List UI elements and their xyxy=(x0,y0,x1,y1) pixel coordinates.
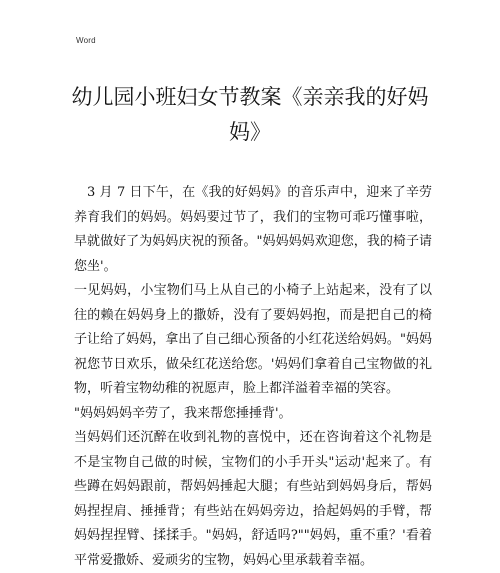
document-title xyxy=(60,80,440,150)
paragraph-4: 当妈妈们还沉醉在收到礼物的喜悦中，还在咨询着这个礼物是不是宝物自己做的时候，宝物们的小手开头"运动'起来了。有些蹲在妈妈跟前，帮妈妈捶起大腿；有些站到妈妈身后，帮妈妈捏捏肩、捶捶背；有些站在妈妈旁边，拾起妈妈的手臂，帮妈妈捏捏臂、揉揉手。"妈妈，舒适吗?""妈妈，重不重？'看着平常爱撒娇、爱顽劣的宝物，妈妈心里承载着幸福。 xyxy=(74,430,432,568)
paragraph-3: "妈妈妈妈辛劳了，我来帮您捶捶背'。 xyxy=(74,405,292,421)
paragraph-2: 一见妈妈，小宝物们马上从自己的小椅子上站起来，没有了以往的赖在妈妈身上的撒娇，没有了要妈妈抱，而是把自己的椅子让给了妈妈，拿出了自己细心预备的小红花送给妈妈。"妈妈祝您节日欢乐，做朵红花送给您。'妈妈们拿着自己宝物做的礼物，听着宝物幼稚的祝愿声，脸上都洋溢着幸福的笑容。 xyxy=(74,283,432,396)
title-line-1: 幼儿园小班妇女节教案《亲亲我的好妈 xyxy=(71,85,429,109)
document-body xyxy=(74,181,432,573)
paragraph-1: 3 月 7 日下午，在《我的好妈妈》的音乐声中，迎来了辛劳养育我们的妈妈。妈妈要过节了，我们的宝物可乖巧懂事啦，早就做好了为妈妈庆祝的预备。"妈妈妈妈欢迎您，我的椅子请您坐'。 xyxy=(74,185,432,274)
header-label: Word xyxy=(76,36,96,45)
title-line-2: 妈》 xyxy=(229,120,271,144)
